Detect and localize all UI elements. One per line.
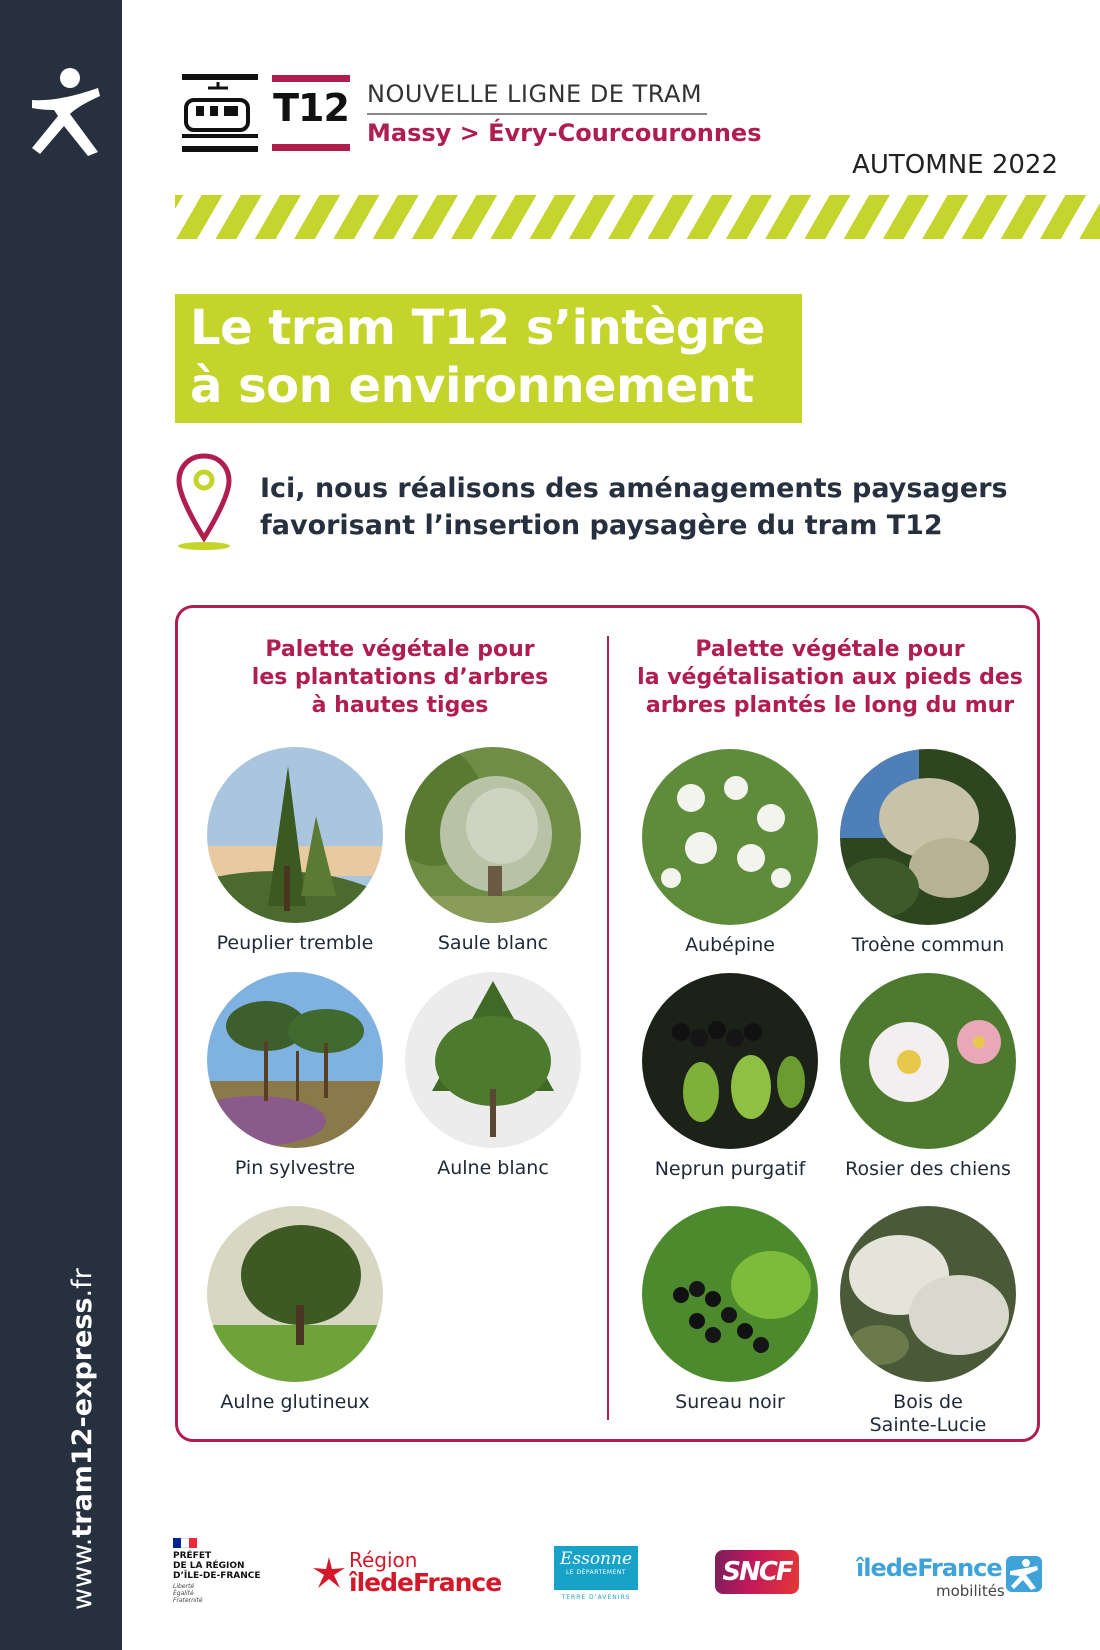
motto-line: Liberté <box>173 1583 195 1590</box>
plant-troene-commun <box>828 748 1028 957</box>
french-flag-icon <box>173 1538 197 1548</box>
plant-name: Pin sylvestre <box>234 1157 356 1179</box>
plant-name: Saule blanc <box>437 932 549 954</box>
plant-peuplier-tremble <box>195 746 395 955</box>
season-label: AUTOMNE 2022 <box>852 150 1058 180</box>
plant-name: Sureau noir <box>675 1391 785 1413</box>
grey-alder-photo <box>404 971 582 1149</box>
prefet-line: PRÉFET <box>173 1551 212 1561</box>
privet-photo <box>839 748 1017 926</box>
scots-pine-photo <box>206 971 384 1149</box>
hawthorn-photo <box>641 748 819 926</box>
intro-line-2: favorisant l’insertion paysagère du tram T12 <box>260 510 943 541</box>
palette-right-title-line: arbres plantés le long du mur <box>645 693 1015 718</box>
essonne-logo <box>554 1546 638 1601</box>
plant-name: Rosier des chiens <box>845 1158 1011 1180</box>
header-rule <box>367 113 707 115</box>
black-alder-photo <box>206 1205 384 1383</box>
location-pin-icon <box>174 452 234 552</box>
essonne-name: Essonne <box>559 1549 633 1569</box>
line-badge-top-bar <box>272 75 350 82</box>
plant-name-line: Sainte-Lucie <box>869 1414 987 1436</box>
region-logo-top: Région <box>349 1548 418 1572</box>
plant-name <box>828 1391 1028 1437</box>
sidebar-band <box>0 0 122 1650</box>
title-line-2: à son environnement <box>190 358 754 414</box>
plant-aubepine <box>630 748 830 957</box>
prefet-line: DE LA RÉGION <box>173 1561 245 1571</box>
dog-rose-photo <box>839 972 1017 1150</box>
palette-right-title <box>620 636 1040 720</box>
title-box <box>175 294 802 423</box>
palette-left-title-line: à hautes tiges <box>311 693 489 718</box>
title-line-1: Le tram T12 s’intègre <box>190 300 765 356</box>
motto-line: Fraternité <box>173 1597 203 1604</box>
essonne-sub: LE DÉPARTEMENT <box>565 1569 627 1576</box>
intro-line-1: Ici, nous réalisons des aménagements paysagers <box>260 473 1008 504</box>
plant-bois-de-sainte-lucie <box>828 1205 1028 1437</box>
essonne-tagline: TERRE D’AVENIRS <box>561 1594 631 1601</box>
idfm-sub: mobilités <box>936 1582 1005 1600</box>
idfm-name: îledeFrance <box>856 1554 1002 1582</box>
plant-name: Aulne blanc <box>437 1157 549 1179</box>
line-type: NOUVELLE LIGNE DE TRAM <box>367 80 703 108</box>
buckthorn-photo <box>641 972 819 1150</box>
plant-saule-blanc <box>393 746 593 955</box>
plant-name: Troène commun <box>851 934 1005 956</box>
plant-aulne-glutineux <box>195 1205 395 1414</box>
palette-right-title-line: Palette végétale pour <box>695 637 965 662</box>
plant-name: Aulne glutineux <box>220 1391 370 1413</box>
poplar-tree-photo <box>206 746 384 924</box>
intro-text <box>260 470 1008 544</box>
mahaleb-cherry-photo <box>839 1205 1017 1383</box>
prefet-line: D’ÎLE-DE-FRANCE <box>173 1571 261 1581</box>
palette-right-title-line: la végétalisation aux pieds des <box>637 665 1023 690</box>
plant-name: Peuplier tremble <box>216 932 374 954</box>
hazard-stripes <box>175 195 1100 239</box>
plant-sureau-noir <box>630 1205 830 1414</box>
palette-divider <box>607 636 609 1420</box>
line-code: T12 <box>273 86 349 130</box>
plant-neprun-purgatif <box>630 972 830 1181</box>
palette-left-title-line: les plantations d’arbres <box>251 665 549 690</box>
essonne-box <box>554 1546 638 1590</box>
prefet-motto <box>173 1583 273 1604</box>
tram-icon <box>180 74 260 154</box>
sncf-logo <box>715 1550 799 1594</box>
red-star-icon <box>312 1556 346 1590</box>
idfm-runner-square-icon <box>1006 1556 1042 1592</box>
website-url[interactable]: www.tram12-express.fr <box>67 1268 98 1610</box>
plant-pin-sylvestre <box>195 971 395 1180</box>
plant-name: Aubépine <box>685 934 775 956</box>
prefet-logo <box>173 1538 273 1604</box>
white-willow-photo <box>404 746 582 924</box>
region-logo-bottom: îledeFrance <box>349 1568 502 1597</box>
route: Massy > Évry-Courcouronnes <box>367 119 762 147</box>
plant-rosier-des-chiens <box>828 972 1028 1181</box>
sncf-wordmark: SNCF <box>722 1557 792 1587</box>
plant-name-line: Bois de <box>893 1391 963 1413</box>
plant-aulne-blanc <box>393 971 593 1180</box>
palette-left-title <box>200 636 600 720</box>
palette-left-title-line: Palette végétale pour <box>265 637 535 662</box>
elderberry-photo <box>641 1205 819 1383</box>
motto-line: Égalité <box>173 1590 194 1597</box>
line-badge-bottom-bar <box>272 144 350 151</box>
plant-name: Neprun purgatif <box>654 1158 806 1180</box>
idfm-runner-logo-icon <box>28 66 104 160</box>
